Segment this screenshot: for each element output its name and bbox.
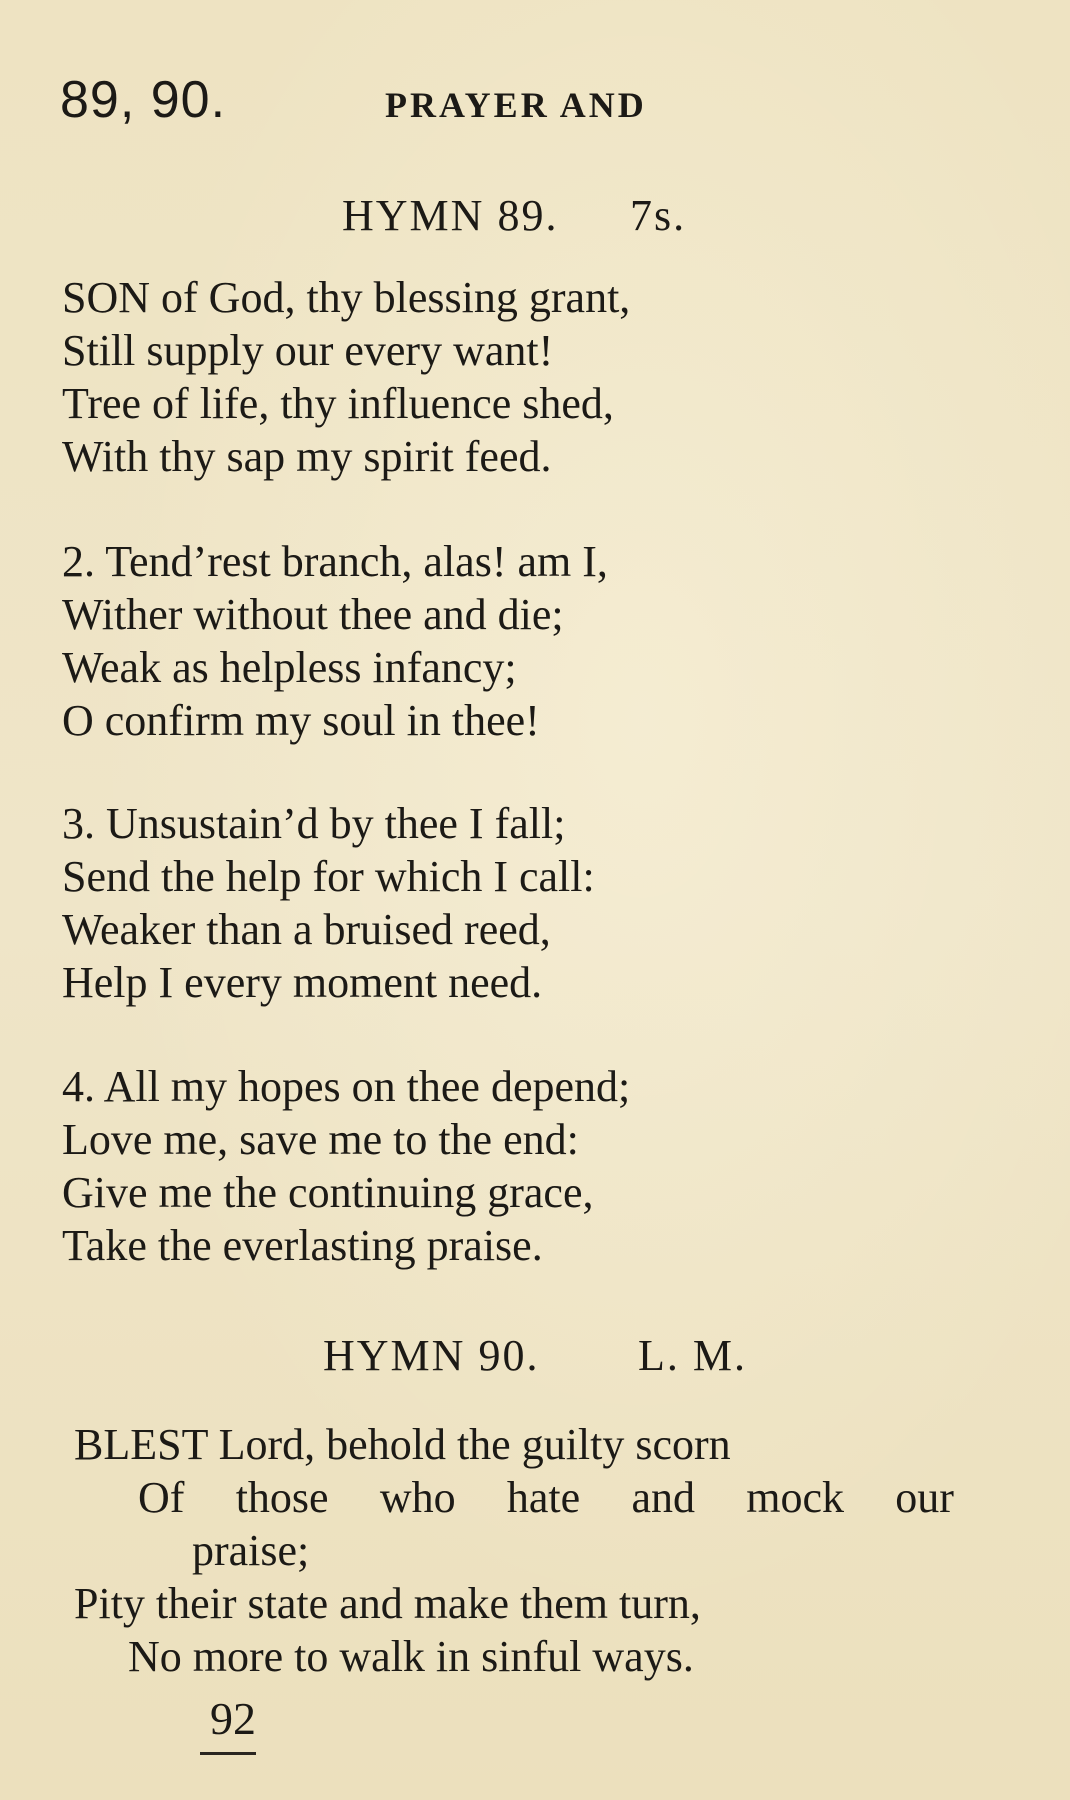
verse-line: 2. Tend’rest branch, alas! am I,: [62, 537, 608, 586]
hymn-89-stanza-2: [62, 535, 1022, 747]
verse-word: our: [895, 1473, 954, 1522]
hymn-89-stanza-4: [62, 1060, 1022, 1272]
verse-line: Pity their state and make them turn,: [74, 1579, 701, 1628]
verse-word: who: [379, 1473, 456, 1522]
verse-line: Tree of life, thy influence shed,: [62, 379, 614, 428]
verse-line: Weak as helpless infancy;: [62, 643, 517, 692]
verse-line: O confirm my soul in thee!: [62, 696, 540, 745]
verse-line: praise;: [192, 1526, 310, 1575]
verse-line: Love me, save me to the end:: [62, 1115, 579, 1164]
verse-word: those: [235, 1473, 329, 1522]
verse-line: Still supply our every want!: [62, 326, 554, 375]
verse-line: Take the everlasting praise.: [62, 1221, 543, 1270]
hymn-90-stanza-1: [74, 1418, 1034, 1683]
verse-line: With thy sap my spirit feed.: [62, 432, 552, 481]
signature-rule: [200, 1752, 256, 1755]
section-title: PRAYER AND: [385, 85, 647, 125]
hymn-89-meter: 7s.: [630, 191, 687, 240]
signature-mark: 92: [210, 1693, 256, 1744]
verse-line: Weaker than a bruised reed,: [62, 905, 551, 954]
hymn-89-stanza-1: [62, 271, 1022, 483]
verse-line: No more to walk in sinful ways.: [128, 1632, 694, 1681]
verse-line: Wither without thee and die;: [62, 590, 564, 639]
verse-word: hate: [506, 1473, 581, 1522]
hymn-89-number: HYMN 89.: [342, 191, 559, 240]
verse-line: SON of God, thy blessing grant,: [62, 273, 631, 322]
running-head: [60, 70, 1010, 130]
verse-line: BLEST Lord, behold the guilty scorn: [74, 1420, 731, 1469]
verse-line: 4. All my hopes on thee depend;: [62, 1062, 631, 1111]
hymn-90-meter: L. M.: [638, 1331, 747, 1380]
verse-word: and: [631, 1473, 695, 1522]
verse-line-justified: [74, 1471, 954, 1524]
verse-line: 3. Unsustain’d by thee I fall;: [62, 799, 566, 848]
verse-word: Of: [138, 1473, 185, 1522]
verse-line: Give me the continuing grace,: [62, 1168, 594, 1217]
page-range: 89, 90.: [60, 71, 227, 129]
verse-line: Help I every moment need.: [62, 958, 543, 1007]
verse-line: Send the help for which I call:: [62, 852, 595, 901]
verse-word: mock: [746, 1473, 845, 1522]
hymn-89-stanza-3: [62, 797, 1022, 1009]
hymn-90-number: HYMN 90.: [323, 1331, 540, 1380]
